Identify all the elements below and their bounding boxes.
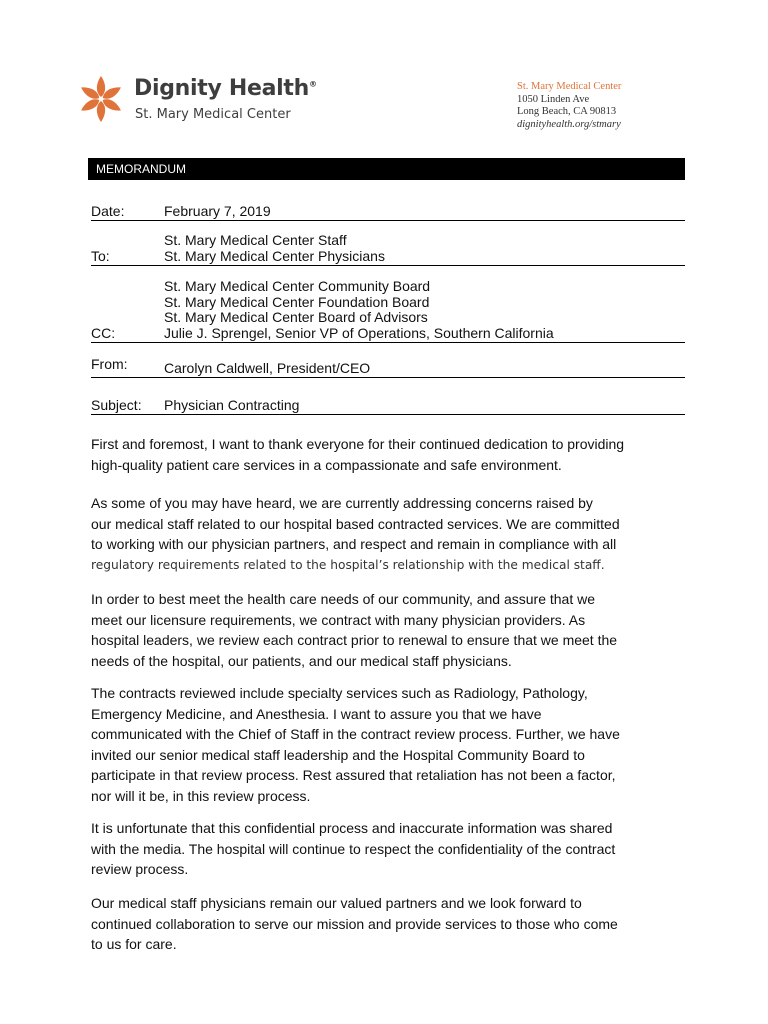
address-name: St. Mary Medical Center <box>517 81 622 92</box>
memo-title-bar: MEMORANDUM <box>88 158 685 180</box>
address-website: dignityhealth.org/stmary <box>517 118 621 130</box>
cc-recipient: St. Mary Medical Center Board of Advisors <box>164 309 428 325</box>
cc-recipient: Julie J. Sprengel, Senior VP of Operations, Southern California <box>164 324 554 341</box>
cc-value <box>164 279 554 341</box>
to-recipient: St. Mary Medical Center Staff <box>164 232 347 248</box>
cc-label: CC: <box>91 325 116 341</box>
to-label: To: <box>91 248 110 264</box>
body-paragraph-2: As some of you may have heard, we are currently addressing concerns raised by our medical staff related to our hospital based contracted services. We are committed to working with our physician partners, and respect and remain in compliance with all regulatory requirements related to the hospital’s relationship with the medical staff. <box>91 495 620 572</box>
date-label: Date: <box>91 203 125 219</box>
star-flower-icon <box>76 74 126 124</box>
to-value <box>164 233 385 264</box>
dignity-health-logo <box>76 72 316 132</box>
body-paragraph-1: First and foremost, I want to thank everyone for their continued dedication to providing high-quality patient care services in a compassionate and safe environment. <box>91 436 625 473</box>
brand-name: Dignity Health® <box>134 76 317 101</box>
address-street: 1050 Linden Ave <box>517 93 590 105</box>
to-recipient: St. Mary Medical Center Physicians <box>164 247 385 264</box>
body-paragraph-5: It is unfortunate that this confidential process and inaccurate information was shared with the media. The hospital will continue to respect the confidentiality of the contract review process. <box>91 820 616 877</box>
cc-row <box>91 275 685 343</box>
cc-recipient: St. Mary Medical Center Foundation Board <box>164 293 430 310</box>
subject-label: Subject: <box>91 397 142 413</box>
address-city: Long Beach, CA 90813 <box>517 106 617 117</box>
date-value: February 7, 2019 <box>164 202 271 219</box>
to-row <box>91 228 685 266</box>
address-block <box>517 81 621 131</box>
brand-subtitle: St. Mary Medical Center <box>135 107 291 122</box>
from-label: From: <box>91 356 128 372</box>
body-paragraph-3: In order to best meet the health care needs of our community, and assure that we meet our licensure requirements, we contract with many physician providers. As hospital leaders, we review each contract prior to renewal to ensure that we meet the needs of the hospital, our patients, and our medical staff physicians. <box>91 591 618 669</box>
body-paragraph-6: Our medical staff physicians remain our valued partners and we look forward to continued collaboration to serve our mission and provide services to those who come to us for care. <box>91 895 618 952</box>
subject-value: Physician Contracting <box>164 396 300 413</box>
date-row <box>91 197 685 221</box>
from-value: Carolyn Caldwell, President/CEO <box>164 359 371 376</box>
cc-recipient: St. Mary Medical Center Community Board <box>164 278 431 294</box>
subject-row <box>91 388 685 415</box>
body-paragraph-4: The contracts reviewed include specialty services such as Radiology, Pathology, Emergency Medicine, and Anesthesia. I want to assure you that we have communicated with the Chief of Staff in the contract review process. Further, we have invited our senior medical staff leadership and the Hospital Community Board to participate in that review process. Rest assured that retaliation has not been a factor, nor will it be, in this review process. <box>91 685 620 804</box>
from-row <box>91 350 685 378</box>
